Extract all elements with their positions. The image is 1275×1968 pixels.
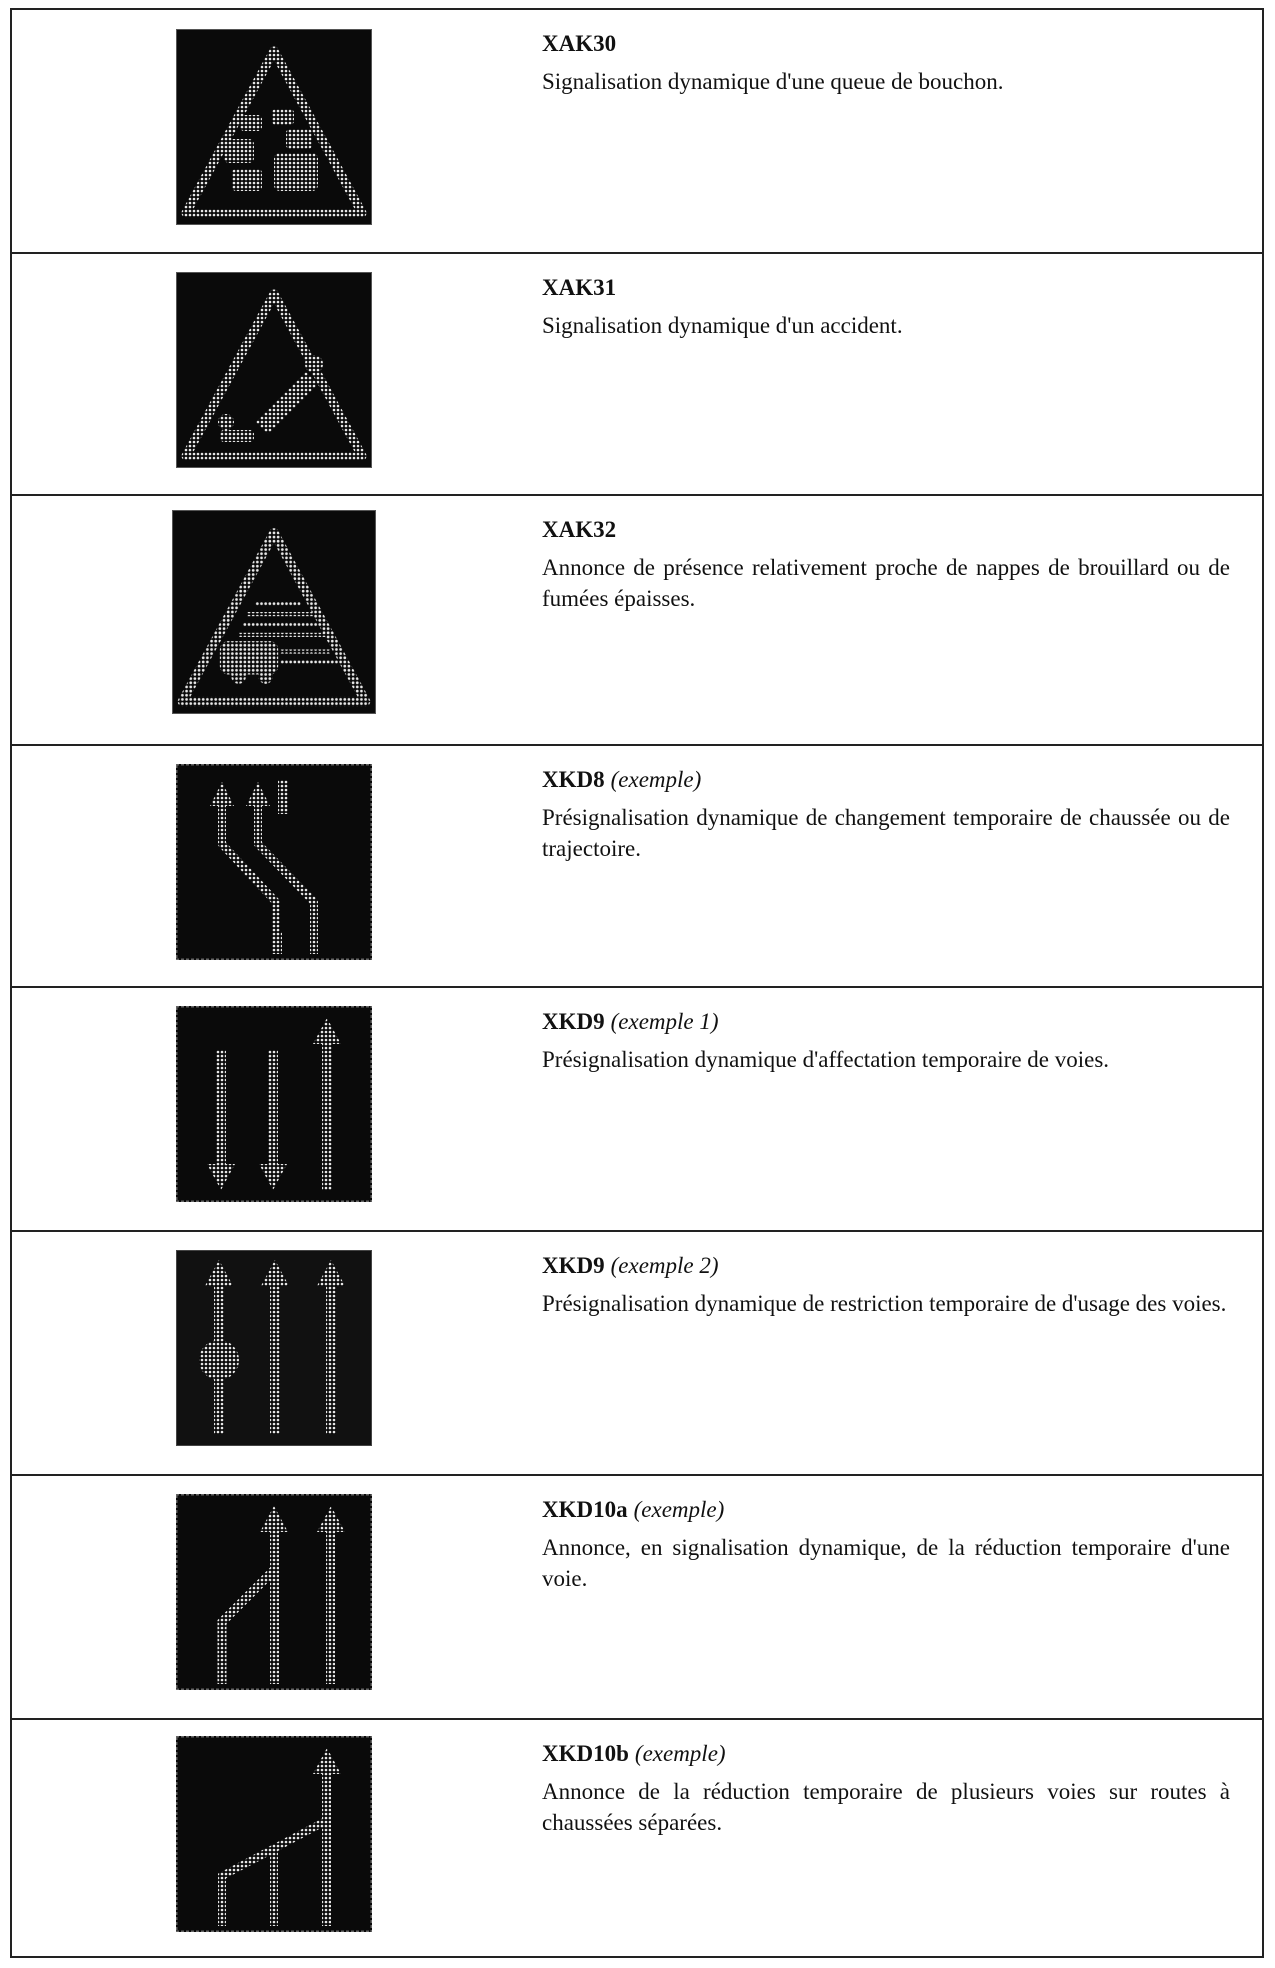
fog-warning-icon [172, 510, 376, 714]
sign-variant: (exemple) [634, 1741, 726, 1766]
sign-text [542, 1006, 1230, 1075]
sign-code: XKD9 [542, 1009, 605, 1034]
table-row [12, 1476, 1262, 1720]
table-row [12, 496, 1262, 746]
table-row [12, 10, 1262, 254]
sign-description: Signalisation dynamique d'un accident. [542, 313, 903, 338]
table-row [12, 254, 1262, 496]
sign-code: XKD10b [542, 1741, 629, 1766]
table-row [12, 988, 1262, 1232]
sign-text [542, 272, 1230, 341]
sign-description: Présignalisation dynamique de restriction temporaire de d'usage des voies. [542, 1291, 1227, 1316]
table-row [12, 1232, 1262, 1476]
sign-text [542, 28, 1230, 97]
sign-text [542, 1738, 1230, 1838]
sign-variant: (exemple) [633, 1497, 725, 1522]
table-row [12, 746, 1262, 988]
sign-variant: (exemple 2) [610, 1253, 719, 1278]
sign-variant: (exemple) [610, 767, 702, 792]
sign-code: XAK30 [542, 31, 617, 56]
sign-code: XAK32 [542, 517, 617, 542]
table-row [12, 1720, 1262, 1960]
sign-text [542, 1494, 1230, 1594]
lane-shift-icon [176, 764, 372, 960]
sign-text [542, 1250, 1230, 1319]
sign-code: XAK31 [542, 275, 617, 300]
lane-restriction-icon [176, 1250, 372, 1446]
signs-table [10, 8, 1264, 1958]
lane-assignment-icon [176, 1006, 372, 1202]
sign-description: Annonce de la réduction temporaire de plusieurs voies sur routes à chaussées séparées. [542, 1779, 1230, 1835]
traffic-jam-warning-icon [176, 29, 372, 225]
sign-text [542, 514, 1230, 614]
sign-code: XKD8 [542, 767, 605, 792]
sign-code: XKD10a [542, 1497, 628, 1522]
sign-variant: (exemple 1) [610, 1009, 719, 1034]
sign-description: Signalisation dynamique d'une queue de bouchon. [542, 69, 1004, 94]
sign-description: Présignalisation dynamique d'affectation temporaire de voies. [542, 1047, 1110, 1072]
sign-text [542, 764, 1230, 864]
lane-reduction-icon [176, 1494, 372, 1690]
sign-description: Présignalisation dynamique de changement temporaire de chaussée ou de trajectoire. [542, 805, 1230, 861]
sign-description: Annonce de présence relativement proche de nappes de brouillard ou de fumées épaisses. [542, 555, 1230, 611]
sign-code: XKD9 [542, 1253, 605, 1278]
multi-lane-reduction-icon [176, 1736, 372, 1932]
sign-description: Annonce, en signalisation dynamique, de la réduction temporaire d'une voie. [542, 1535, 1230, 1591]
accident-warning-icon [176, 272, 372, 468]
